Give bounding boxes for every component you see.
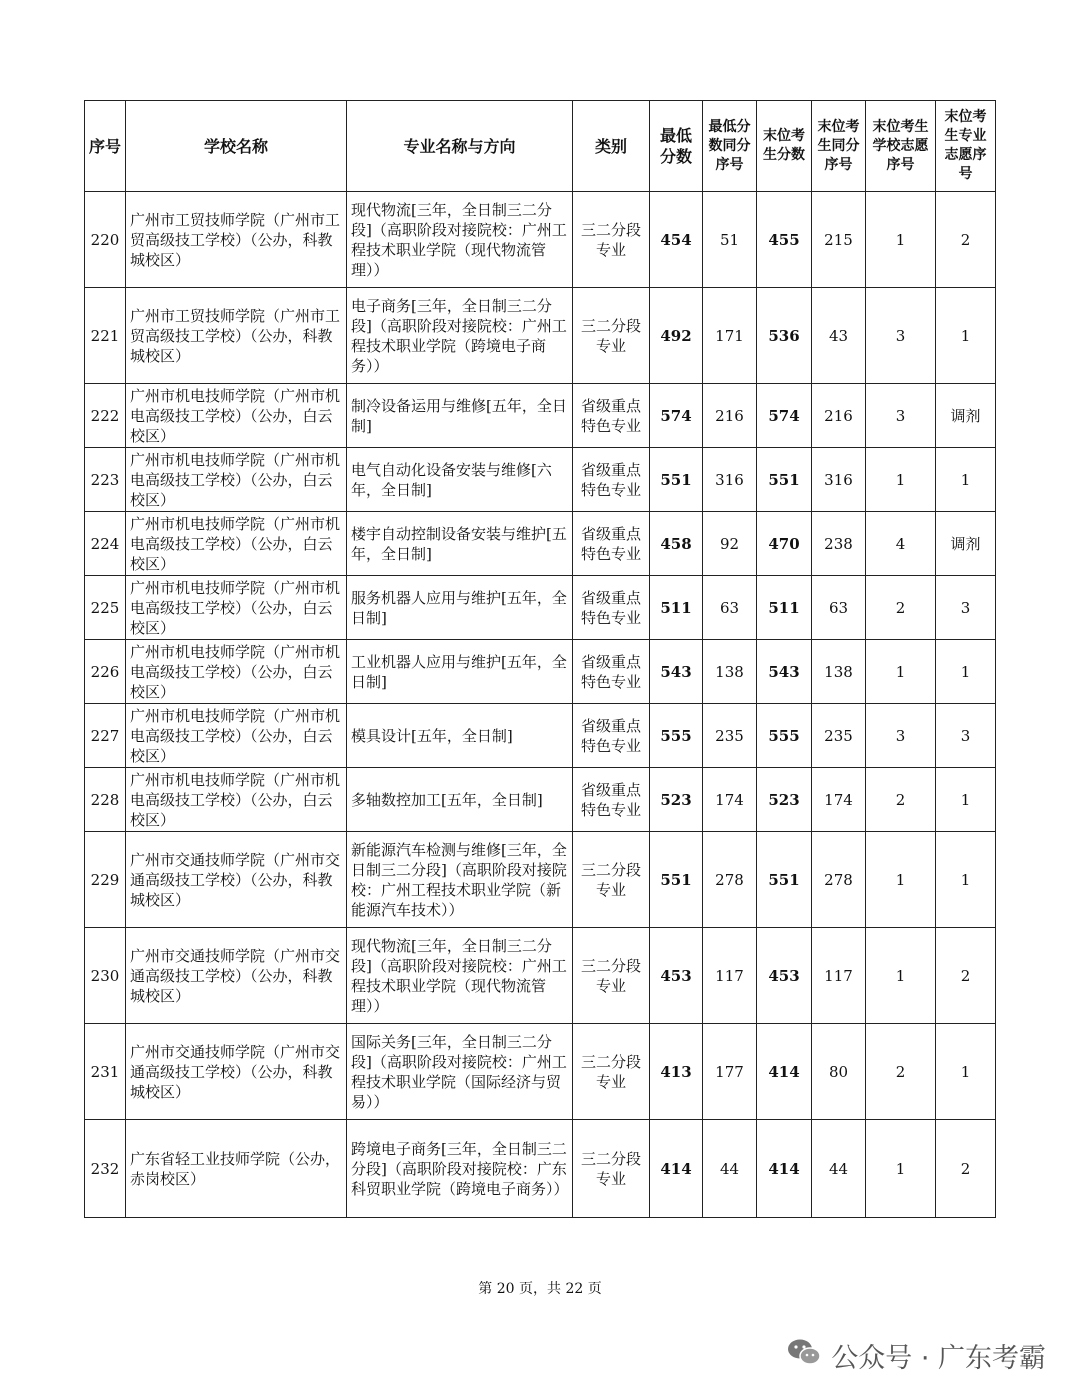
cell-last-rank: 43	[812, 288, 866, 384]
table-row	[85, 768, 996, 832]
cell-category: 三二分段专业	[573, 928, 650, 1024]
cell-last-major-pref: 2	[936, 1120, 996, 1218]
header-row	[85, 101, 996, 192]
cell-index: 230	[85, 928, 126, 1024]
cell-last-school-pref: 1	[866, 448, 936, 512]
cell-min-score-rank: 117	[703, 928, 757, 1024]
header-last-score: 末位考生分数	[757, 101, 812, 192]
table-row	[85, 448, 996, 512]
cell-last-major-pref: 调剂	[936, 384, 996, 448]
cell-major: 多轴数控加工[五年，全日制]	[347, 768, 573, 832]
cell-school: 广州市工贸技师学院（广州市工贸高级技工学校）（公办，科教城校区）	[126, 192, 347, 288]
cell-min-score-rank: 44	[703, 1120, 757, 1218]
cell-last-school-pref: 3	[866, 384, 936, 448]
cell-category: 三二分段专业	[573, 832, 650, 928]
cell-last-score: 453	[757, 928, 812, 1024]
cell-last-major-pref: 调剂	[936, 512, 996, 576]
cell-index: 229	[85, 832, 126, 928]
cell-category: 三二分段专业	[573, 288, 650, 384]
cell-min-score: 523	[650, 768, 703, 832]
table-row	[85, 1024, 996, 1120]
cell-category: 三二分段专业	[573, 1024, 650, 1120]
header-last-school-pref: 末位考生学校志愿序号	[866, 101, 936, 192]
cell-last-school-pref: 1	[866, 832, 936, 928]
cell-min-score: 492	[650, 288, 703, 384]
cell-min-score: 414	[650, 1120, 703, 1218]
table-row	[85, 832, 996, 928]
cell-min-score-rank: 63	[703, 576, 757, 640]
cell-index: 231	[85, 1024, 126, 1120]
cell-category: 省级重点特色专业	[573, 768, 650, 832]
cell-index: 232	[85, 1120, 126, 1218]
cell-last-rank: 216	[812, 384, 866, 448]
cell-last-score: 551	[757, 832, 812, 928]
cell-major: 现代物流[三年，全日制三二分段]（高职阶段对接院校：广州工程技术职业学院（现代物流管理））	[347, 192, 573, 288]
cell-school: 广州市机电技师学院（广州市机电高级技工学校）（公办，白云校区）	[126, 640, 347, 704]
cell-index: 226	[85, 640, 126, 704]
cell-min-score-rank: 92	[703, 512, 757, 576]
header-index: 序号	[85, 101, 126, 192]
cell-school: 广州市机电技师学院（广州市机电高级技工学校）（公办，白云校区）	[126, 448, 347, 512]
cell-min-score-rank: 51	[703, 192, 757, 288]
cell-school: 广州市交通技师学院（广州市交通高级技工学校）（公办，科教城校区）	[126, 928, 347, 1024]
header-min-score: 最低分数	[650, 101, 703, 192]
cell-last-rank: 174	[812, 768, 866, 832]
cell-major: 楼宇自动控制设备安装与维护[五年，全日制]	[347, 512, 573, 576]
cell-min-score: 551	[650, 832, 703, 928]
watermark	[787, 1336, 1046, 1375]
cell-major: 国际关务[三年，全日制三二分段]（高职阶段对接院校：广州工程技术职业学院（国际经济与贸易））	[347, 1024, 573, 1120]
cell-last-major-pref: 1	[936, 832, 996, 928]
table-row	[85, 288, 996, 384]
cell-min-score-rank: 216	[703, 384, 757, 448]
cell-min-score-rank: 235	[703, 704, 757, 768]
cell-category: 省级重点特色专业	[573, 384, 650, 448]
cell-major: 电气自动化设备安装与维修[六年，全日制]	[347, 448, 573, 512]
cell-min-score-rank: 177	[703, 1024, 757, 1120]
cell-min-score: 555	[650, 704, 703, 768]
table-row	[85, 512, 996, 576]
header-category: 类别	[573, 101, 650, 192]
cell-school: 广州市交通技师学院（广州市交通高级技工学校）（公办，科教城校区）	[126, 832, 347, 928]
cell-last-score: 574	[757, 384, 812, 448]
cell-last-score: 543	[757, 640, 812, 704]
cell-last-major-pref: 1	[936, 1024, 996, 1120]
cell-school: 广州市交通技师学院（广州市交通高级技工学校）（公办，科教城校区）	[126, 1024, 347, 1120]
cell-school: 广州市机电技师学院（广州市机电高级技工学校）（公办，白云校区）	[126, 512, 347, 576]
cell-major: 电子商务[三年，全日制三二分段]（高职阶段对接院校：广州工程技术职业学院（跨境电子商务））	[347, 288, 573, 384]
wechat-icon	[787, 1338, 821, 1373]
table-row	[85, 576, 996, 640]
cell-last-school-pref: 3	[866, 288, 936, 384]
cell-last-school-pref: 1	[866, 640, 936, 704]
cell-category: 省级重点特色专业	[573, 704, 650, 768]
cell-category: 三二分段专业	[573, 1120, 650, 1218]
cell-last-score: 470	[757, 512, 812, 576]
cell-min-score: 454	[650, 192, 703, 288]
cell-major: 现代物流[三年，全日制三二分段]（高职阶段对接院校：广州工程技术职业学院（现代物流管理））	[347, 928, 573, 1024]
cell-major: 制冷设备运用与维修[五年，全日制]	[347, 384, 573, 448]
cell-index: 223	[85, 448, 126, 512]
cell-school: 广东省轻工业技师学院（公办，赤岗校区）	[126, 1120, 347, 1218]
header-major: 专业名称与方向	[347, 101, 573, 192]
cell-last-rank: 316	[812, 448, 866, 512]
cell-last-score: 523	[757, 768, 812, 832]
table-row	[85, 704, 996, 768]
cell-index: 225	[85, 576, 126, 640]
page-footer: 第 20 页，共 22 页	[478, 1281, 602, 1297]
header-last-major-pref: 末位考生专业志愿序号	[936, 101, 996, 192]
cell-last-score: 555	[757, 704, 812, 768]
table-row	[85, 384, 996, 448]
cell-index: 221	[85, 288, 126, 384]
cell-last-score: 455	[757, 192, 812, 288]
cell-index: 228	[85, 768, 126, 832]
table-row	[85, 928, 996, 1024]
cell-last-score: 536	[757, 288, 812, 384]
cell-last-major-pref: 2	[936, 928, 996, 1024]
table-row	[85, 640, 996, 704]
header-min-score-rank: 最低分数同分序号	[703, 101, 757, 192]
cell-category: 三二分段专业	[573, 192, 650, 288]
cell-school: 广州市机电技师学院（广州市机电高级技工学校）（公办，白云校区）	[126, 576, 347, 640]
cell-last-score: 414	[757, 1024, 812, 1120]
cell-index: 222	[85, 384, 126, 448]
cell-last-major-pref: 1	[936, 768, 996, 832]
admission-table	[84, 100, 996, 1218]
cell-last-major-pref: 2	[936, 192, 996, 288]
cell-last-score: 511	[757, 576, 812, 640]
table-row	[85, 1120, 996, 1218]
header-school: 学校名称	[126, 101, 347, 192]
cell-last-rank: 278	[812, 832, 866, 928]
cell-major: 服务机器人应用与维护[五年，全日制]	[347, 576, 573, 640]
cell-last-school-pref: 4	[866, 512, 936, 576]
cell-last-rank: 238	[812, 512, 866, 576]
cell-index: 227	[85, 704, 126, 768]
cell-min-score: 458	[650, 512, 703, 576]
cell-min-score-rank: 171	[703, 288, 757, 384]
cell-index: 224	[85, 512, 126, 576]
cell-last-major-pref: 1	[936, 640, 996, 704]
cell-min-score-rank: 316	[703, 448, 757, 512]
cell-school: 广州市机电技师学院（广州市机电高级技工学校）（公办，白云校区）	[126, 704, 347, 768]
cell-min-score-rank: 174	[703, 768, 757, 832]
cell-category: 省级重点特色专业	[573, 448, 650, 512]
cell-category: 省级重点特色专业	[573, 512, 650, 576]
cell-last-score: 414	[757, 1120, 812, 1218]
cell-last-rank: 138	[812, 640, 866, 704]
cell-category: 省级重点特色专业	[573, 576, 650, 640]
cell-category: 省级重点特色专业	[573, 640, 650, 704]
cell-last-rank: 235	[812, 704, 866, 768]
cell-last-rank: 44	[812, 1120, 866, 1218]
cell-index: 220	[85, 192, 126, 288]
cell-min-score: 551	[650, 448, 703, 512]
watermark-text: 公众号 · 广东考霸	[831, 1343, 1046, 1374]
cell-last-school-pref: 2	[866, 576, 936, 640]
cell-last-major-pref: 3	[936, 576, 996, 640]
cell-min-score: 413	[650, 1024, 703, 1120]
cell-last-school-pref: 1	[866, 192, 936, 288]
cell-last-major-pref: 1	[936, 288, 996, 384]
cell-min-score-rank: 278	[703, 832, 757, 928]
cell-last-school-pref: 2	[866, 1024, 936, 1120]
cell-min-score: 453	[650, 928, 703, 1024]
cell-min-score: 574	[650, 384, 703, 448]
cell-major: 模具设计[五年，全日制]	[347, 704, 573, 768]
cell-last-major-pref: 1	[936, 448, 996, 512]
cell-min-score: 511	[650, 576, 703, 640]
header-last-rank: 末位考生同分序号	[812, 101, 866, 192]
cell-last-school-pref: 1	[866, 928, 936, 1024]
cell-last-rank: 80	[812, 1024, 866, 1120]
table-row	[85, 192, 996, 288]
cell-last-major-pref: 3	[936, 704, 996, 768]
cell-min-score: 543	[650, 640, 703, 704]
cell-school: 广州市机电技师学院（广州市机电高级技工学校）（公办，白云校区）	[126, 384, 347, 448]
cell-last-score: 551	[757, 448, 812, 512]
cell-min-score-rank: 138	[703, 640, 757, 704]
cell-last-school-pref: 2	[866, 768, 936, 832]
cell-major: 工业机器人应用与维护[五年，全日制]	[347, 640, 573, 704]
cell-last-rank: 63	[812, 576, 866, 640]
cell-school: 广州市机电技师学院（广州市机电高级技工学校）（公办，白云校区）	[126, 768, 347, 832]
cell-last-rank: 215	[812, 192, 866, 288]
cell-major: 新能源汽车检测与维修[三年，全日制三二分段]（高职阶段对接院校：广州工程技术职业学院（新能源汽车技术））	[347, 832, 573, 928]
cell-major: 跨境电子商务[三年，全日制三二分段]（高职阶段对接院校：广东科贸职业学院（跨境电子商务））	[347, 1120, 573, 1218]
cell-last-school-pref: 3	[866, 704, 936, 768]
cell-last-rank: 117	[812, 928, 866, 1024]
cell-last-school-pref: 1	[866, 1120, 936, 1218]
cell-school: 广州市工贸技师学院（广州市工贸高级技工学校）（公办，科教城校区）	[126, 288, 347, 384]
